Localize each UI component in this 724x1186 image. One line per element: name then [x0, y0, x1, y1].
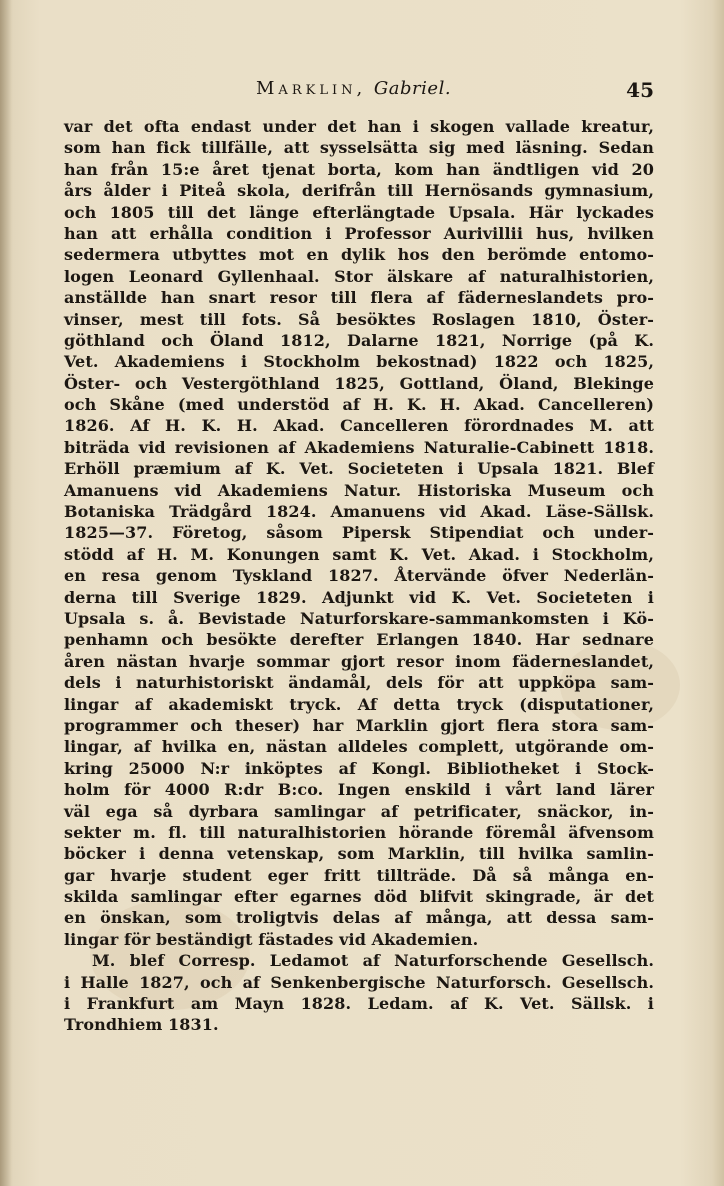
biography-text [64, 116, 654, 1036]
text-line: holm för 4000 R:dr B:co. Ingen enskild i vårt land lärer [64, 780, 654, 800]
text-line: Amanuens vid Akademiens Natur. Historiska Museum och [64, 480, 654, 500]
page-number: 45 [626, 78, 654, 102]
text-line: Vet. Akademiens i Stockholm bekostnad) 1822 och 1825, [64, 352, 654, 372]
text-line: års ålder i Piteå skola, derifrån till Hernösands gymnasium, [64, 181, 654, 201]
text-line: dels i naturhistoriskt ändamål, dels för att uppköpa sam- [64, 673, 654, 693]
text-line: göthland och Öland 1812, Dalarne 1821, Norrige (på K. [64, 330, 654, 350]
text-line: Trondhiem 1831. [64, 1015, 219, 1035]
header-given-name: Gabriel. [373, 78, 452, 99]
text-line: kring 25000 N:r inköptes af Kongl. Bibliotheket i Stock- [64, 758, 654, 778]
text-line: penhamn och besökte derefter Erlangen 1840. Har sednare [64, 630, 654, 650]
text-line: sekter m. fl. till naturalhistorien hörande föremål äfvensom [64, 822, 654, 842]
header-surname: Marklin [256, 78, 357, 99]
text-line: han att erhålla condition i Professor Aurivillii hus, hvilken [64, 223, 654, 243]
text-line: sedermera utbyttes mot en dylik hos den berömde entomo- [64, 245, 654, 265]
text-line: Erhöll præmium af K. Vet. Societeten i Upsala 1821. Blef [64, 459, 654, 479]
text-line: biträda vid revisionen af Akademiens Naturalie-Cabinett 1818. [64, 437, 654, 457]
text-line: var det ofta endast under det han i skogen vallade kreatur, [64, 117, 654, 136]
text-line: M. blef Corresp. Ledamot af Naturforschende Gesellsch. [92, 951, 654, 971]
text-line: i Frankfurt am Mayn 1828. Ledam. af K. Vet. Sällsk. i [64, 994, 654, 1014]
text-line: skilda samlingar efter egarnes död blifvit skingrade, är det [64, 887, 654, 907]
text-line: Upsala s. å. Bevistade Naturforskare-sammankomsten i Kö- [64, 608, 654, 628]
text-line: i Halle 1827, och af Senkenbergische Naturforsch. Gesellsch. [64, 972, 654, 992]
text-line: en önskan, som troligtvis delas af många, att dessa sam- [64, 908, 654, 928]
running-title [256, 78, 451, 99]
text-line: han från 15:e året tjenat borta, kom han ändtligen vid 20 [64, 159, 654, 179]
text-line: åren nästan hvarje sommar gjort resor inom fäderneslandet, [64, 651, 654, 671]
text-line: som han fick tillfälle, att sysselsätta sig med läsning. Sedan [64, 138, 654, 158]
text-line: gar hvarje student eger fritt tillträde. Då så många en- [64, 865, 654, 885]
text-line: stödd af H. M. Konungen samt K. Vet. Akad. i Stockholm, [64, 544, 654, 564]
text-line: lingar, af hvilka en, nästan alldeles complett, utgörande om- [64, 737, 654, 757]
text-line: Botaniska Trädgård 1824. Amanuens vid Akad. Läse-Sällsk. [64, 502, 654, 522]
running-header [60, 78, 654, 108]
text-line: en resa genom Tyskland 1827. Återvände öfver Nederlän- [64, 566, 654, 586]
text-line: logen Leonard Gyllenhaal. Stor älskare af naturalhistorien, [64, 266, 654, 286]
text-line: 1826. Af H. K. H. Akad. Cancelleren förordnades M. att [64, 416, 654, 436]
header-separator: , [356, 78, 374, 99]
text-line: och 1805 till det länge efterlängtade Upsala. Här lyckades [64, 202, 654, 222]
text-line: Öster- och Vestergöthland 1825, Gottland, Öland, Blekinge [64, 373, 654, 393]
text-line: lingar för beständigt fästades vid Akademien. [64, 929, 479, 949]
text-line: anställde han snart resor till flera af fäderneslandets pro- [64, 288, 654, 308]
text-line: böcker i denna vetenskap, som Marklin, till hvilka samlin- [64, 844, 654, 864]
text-line: programmer och theser) har Marklin gjort flera stora sam- [64, 715, 654, 735]
text-line: lingar af akademiskt tryck. Af detta tryck (disputationer, [64, 694, 654, 714]
binding-shadow [0, 0, 12, 1186]
text-line: väl ega så dyrbara samlingar af petrificater, snäckor, in- [64, 801, 654, 821]
text-line: derna till Sverige 1829. Adjunkt vid K. Vet. Societeten i [64, 587, 654, 607]
text-line: och Skåne (med understöd af H. K. H. Akad. Cancelleren) [64, 395, 654, 415]
text-line: 1825—37. Företog, såsom Pipersk Stipendiat och under- [64, 523, 654, 543]
text-line: vinser, mest till fots. Så besöktes Roslagen 1810, Öster- [64, 309, 654, 329]
